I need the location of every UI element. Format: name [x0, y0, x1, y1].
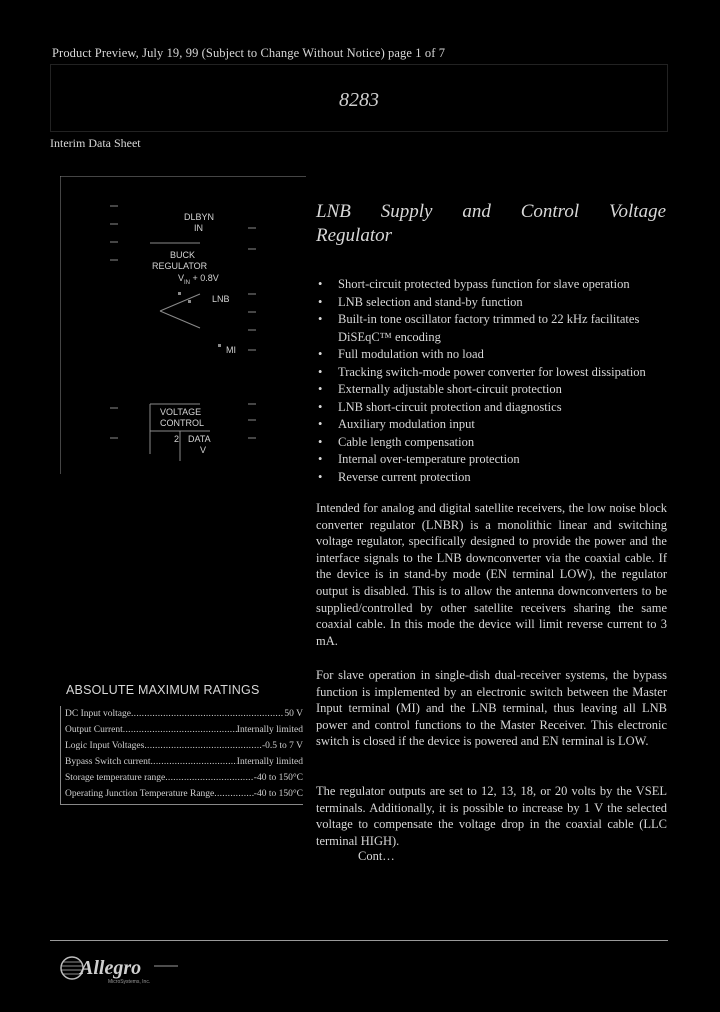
- v-label: V: [200, 445, 207, 455]
- document-title: LNB Supply and Control Voltage: [316, 201, 666, 222]
- mi-label: MI: [226, 345, 236, 355]
- ratings-row: Storage temperature range ..... -40 to 150°C: [65, 770, 303, 786]
- block-diagram: [60, 176, 306, 476]
- allegro-logo-icon: [58, 950, 182, 986]
- footer-divider: [50, 940, 668, 941]
- description-paragraph-1: Intended for analog and digital satellite receivers, the low noise block converter regulator (LNBR) is a monolithic linear and switching voltage regulator, specifically designed to provide the power and the interface signals to the LNB downconverter via the coaxial cable. If the device is in stand-by mode (EN terminal LOW), the regulator output is disabled. This is to allow the antenna downconverters to be supplied/controlled by other satellite receivers sharing the same coaxial cable. In this mode the device will limit reverse current to 3 mA.: [316, 501, 667, 648]
- buck-label: BUCK: [170, 250, 196, 260]
- feature-item: • Short-circuit protected bypass function for slave operation: [318, 277, 630, 291]
- document-title-line-2: Regulator: [316, 225, 392, 246]
- feature-item: • LNB selection and stand-by function: [318, 294, 523, 309]
- sheet-type: Interim Data Sheet: [50, 136, 141, 150]
- ratings-row: Logic Input Voltages ..... -0.5 to 7 V: [65, 738, 303, 754]
- ratings-row: Bypass Switch current ..... Internally limited: [65, 754, 303, 770]
- feature-item: • LNB short-circuit protection and diagnostics: [318, 399, 562, 414]
- feature-item: • Full modulation with no load: [318, 347, 484, 361]
- data-label: DATA: [188, 434, 211, 444]
- control-label: CONTROL: [160, 418, 205, 428]
- ratings-title: ABSOLUTE MAXIMUM RATINGS: [66, 683, 260, 697]
- ratings-row: DC Input voltage ..... 50 V: [65, 706, 303, 722]
- description-paragraph-3: The regulator outputs are set to 12, 13, 18, or 20 volts by the VSEL terminals. Additionally, it is possible to increase by 1 V the selected voltage to compensate the voltage drop in the coaxial cable (LLC terminal HIGH).: [316, 784, 667, 848]
- allegro-logo: [58, 950, 182, 986]
- feature-item: • Externally adjustable short-circuit protection: [318, 382, 562, 396]
- continued-note: Cont…: [358, 849, 395, 863]
- pin-2-label: 2: [174, 434, 180, 444]
- feature-item: • Auxiliary modulation input: [318, 417, 475, 431]
- preview-header: Product Preview, July 19, 99 (Subject to Change Without Notice) page 1 of 7: [52, 46, 446, 60]
- description-paragraph-2: For slave operation in single-dish dual-receiver systems, the bypass function is implemented by an electronic switch between the Master Input terminal (MI) and the LNB terminal, thus leaving all LNB power and control functions to the Master Receiver. This electronic switch is closed if the device is powered and EN terminal is LOW.: [316, 668, 667, 749]
- vin-label: $V_{IN} + 0.8V$: [178, 273, 219, 286]
- voltage-label: VOLTAGE: [160, 407, 202, 417]
- ratings-row: Operating Junction Temperature Range ..... -40 to 150°C: [65, 786, 303, 802]
- feature-item: • Internal over-temperature protection: [318, 452, 520, 466]
- part-number: 8283: [339, 89, 379, 111]
- feature-item: • Cable length compensation: [318, 434, 475, 449]
- dlbyn-label: DLBYN: [184, 212, 215, 222]
- ratings-table: [60, 706, 303, 805]
- ratings-row: Output Current ..... Internally limited: [65, 722, 303, 738]
- regulator-label: REGULATOR: [152, 261, 208, 271]
- feature-item: • Tracking switch-mode power converter for lowest dissipation: [318, 364, 646, 379]
- feature-item: • Built-in tone oscillator factory trimmed to 22 kHz facilitates DiSEqC™ encoding: [318, 312, 640, 344]
- allegro-logo-subtext: MicroSystems, Inc.: [108, 979, 151, 985]
- allegro-logo-text: Allegro: [80, 957, 142, 979]
- feature-list: [316, 276, 668, 486]
- feature-item: • Reverse current protection: [318, 469, 471, 484]
- part-number-banner: [50, 64, 668, 132]
- diagram-lines: [60, 176, 306, 476]
- lnb-label: LNB: [212, 294, 230, 304]
- in-label: IN: [194, 223, 203, 233]
